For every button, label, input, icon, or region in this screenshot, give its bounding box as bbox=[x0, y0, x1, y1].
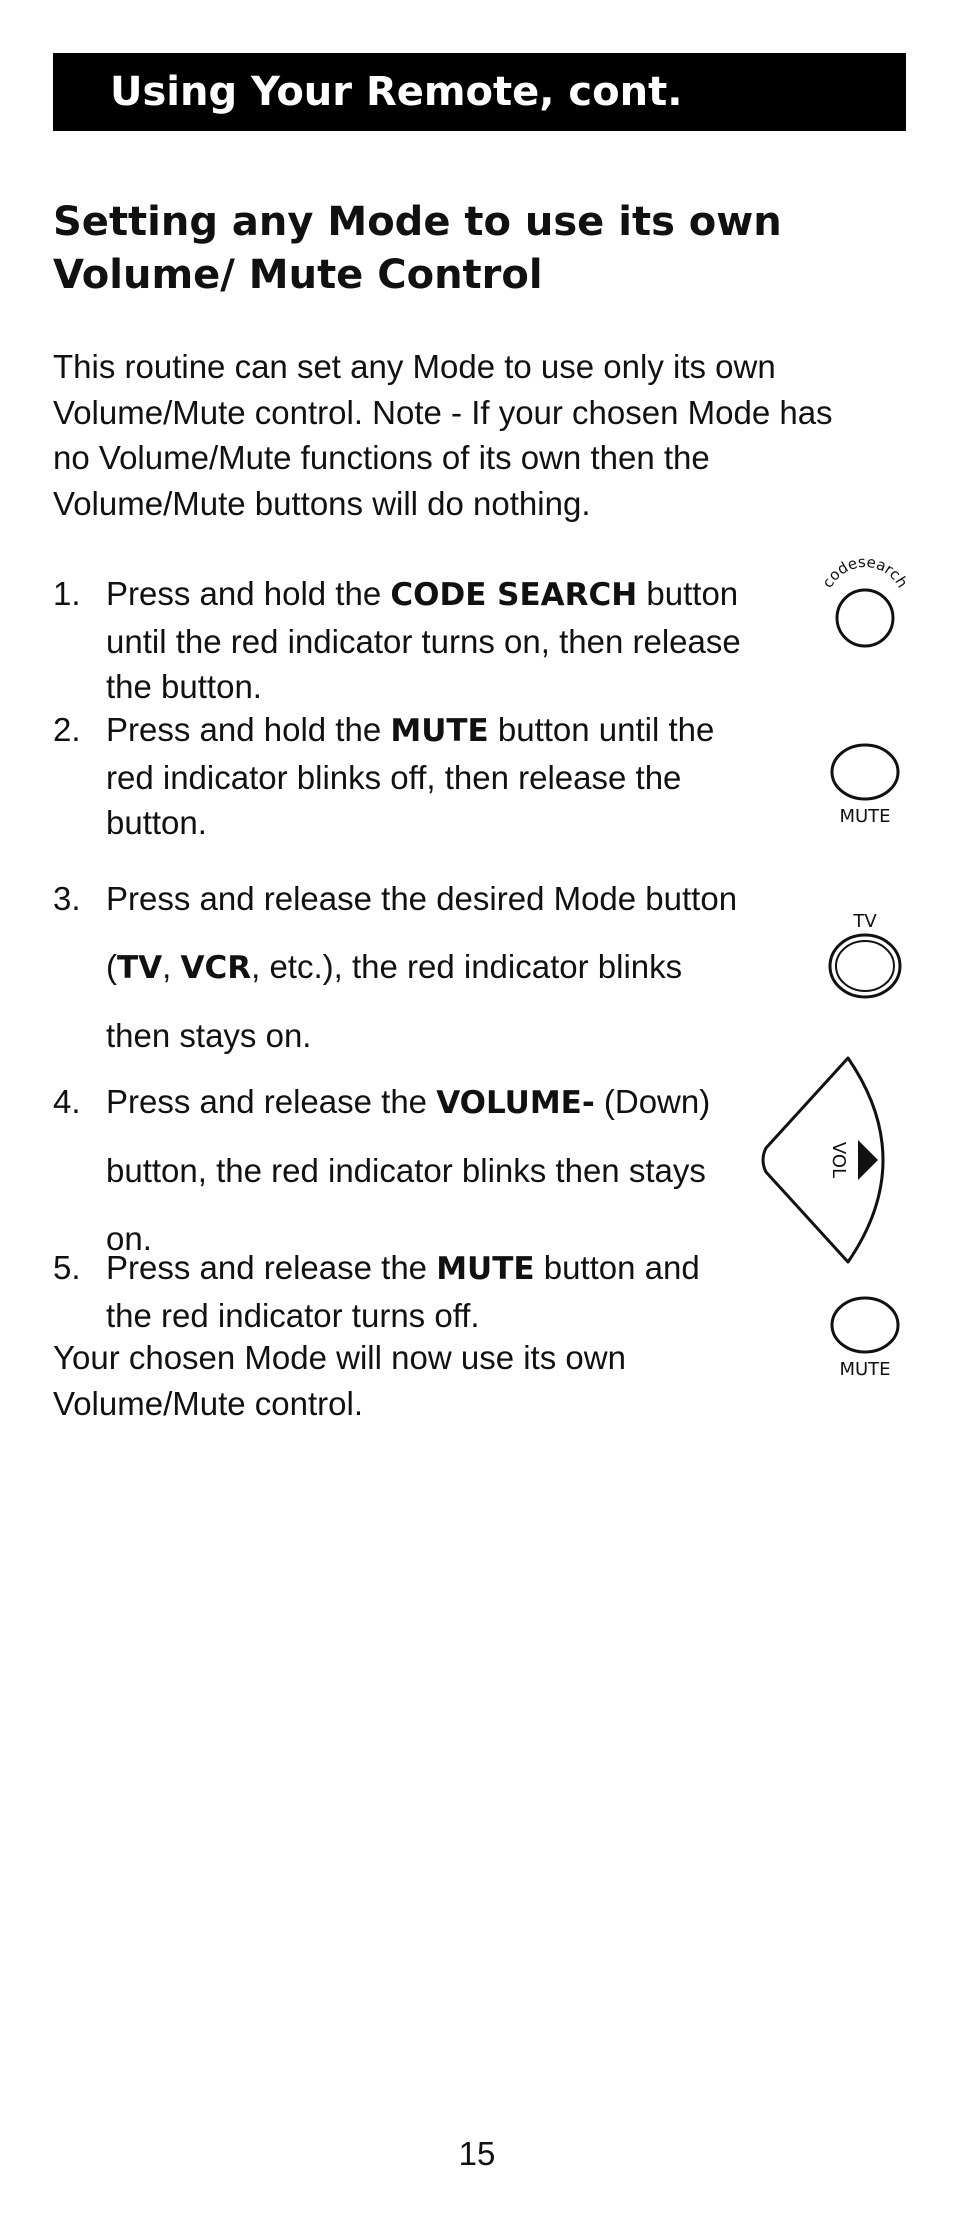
step-2 bbox=[53, 707, 753, 846]
svg-text:codesearch bbox=[818, 553, 911, 591]
mute-button-icon bbox=[815, 740, 915, 830]
vol-label: VOL bbox=[828, 1141, 849, 1179]
page-header bbox=[53, 53, 906, 131]
tv-label: TV bbox=[853, 911, 877, 932]
code-search-button-icon bbox=[815, 552, 915, 665]
step-text: Press and release the VOLUME- (Down) button, the red indicator blinks then stays on. bbox=[106, 1083, 711, 1257]
intro-paragraph: This routine can set any Mode to use only its own Volume/Mute control. Note - If your chosen Mode has no Volume/Mute functions of its own then the Volume/Mute buttons will do nothing. bbox=[53, 348, 833, 522]
mute-label: MUTE bbox=[839, 806, 891, 827]
step-text: Press and release the desired Mode button (TV, VCR, etc.), the red indicator blinks then stays on. bbox=[106, 880, 738, 1054]
step-1 bbox=[53, 571, 753, 710]
page-number: 15 bbox=[458, 2135, 496, 2172]
code-search-label: codesearch bbox=[818, 552, 912, 591]
step-number: 5. bbox=[53, 1249, 81, 1286]
mute-label: MUTE bbox=[839, 1359, 891, 1380]
step-3 bbox=[53, 865, 753, 1070]
tv-button-icon bbox=[815, 905, 915, 1005]
step-number: 3. bbox=[53, 880, 81, 917]
step-text: Press and release the MUTE button and the red indicator turns off. bbox=[106, 1249, 700, 1334]
step-text: Press and hold the MUTE button until the red indicator blinks off, then release the button. bbox=[106, 711, 715, 841]
step-4 bbox=[53, 1068, 753, 1273]
step-number: 4. bbox=[53, 1083, 81, 1120]
header-title: Using Your Remote, cont. bbox=[110, 69, 683, 115]
step-text: Press and hold the CODE SEARCH button until the red indicator turns on, then release the button. bbox=[106, 575, 741, 705]
step-number: 2. bbox=[53, 711, 81, 748]
step-5 bbox=[53, 1245, 753, 1338]
mute-button-icon bbox=[815, 1293, 915, 1383]
section-title: Setting any Mode to use its own Volume/ Mute Control bbox=[53, 199, 782, 298]
step-number: 1. bbox=[53, 575, 81, 612]
closing-paragraph: Your chosen Mode will now use its own Volume/Mute control. bbox=[53, 1339, 626, 1422]
volume-down-button-icon bbox=[760, 1050, 910, 1270]
